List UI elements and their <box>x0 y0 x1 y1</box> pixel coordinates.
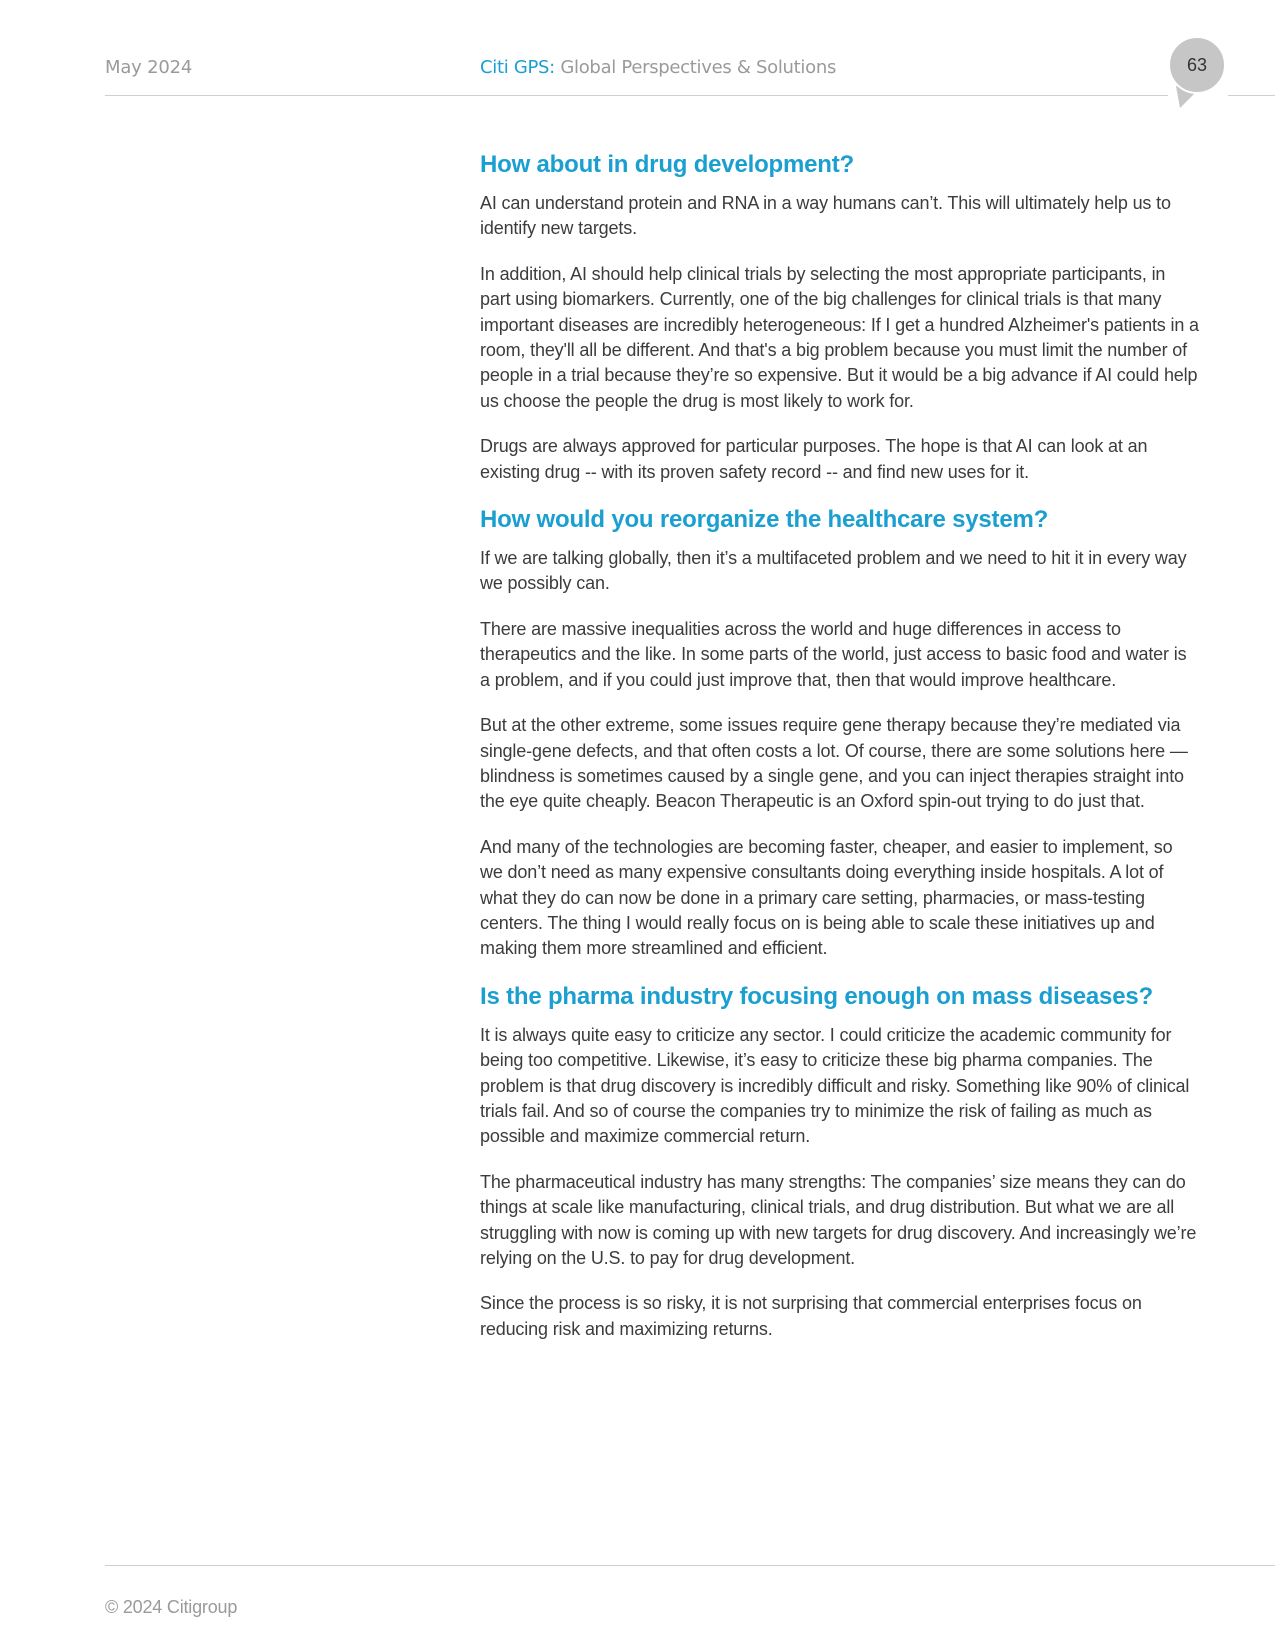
paragraph: Since the process is so risky, it is not surprising that commercial enterprises focus on reducing risk and maximizing returns. <box>480 1293 1142 1339</box>
article-body <box>480 150 1200 1362</box>
header-brand: Citi GPS: <box>480 57 555 78</box>
header-divider <box>105 95 1275 96</box>
section-healthcare-system <box>480 505 1200 962</box>
paragraph: AI can understand protein and RNA in a way humans can’t. This will ultimately help us to identify new targets. <box>480 193 1171 239</box>
section-heading: How about in drug development? <box>480 151 854 178</box>
section-drug-development <box>480 150 1200 485</box>
paragraph: There are massive inequalities across the world and huge differences in access to therapeutics and the like. In some parts of the world, just access to basic food and water is a problem, and if you could just improve that, then that would improve healthcare. <box>480 618 1187 690</box>
paragraph: Drugs are always approved for particular purposes. The hope is that AI can look at an existing drug -- with its proven safety record -- and find new uses for it. <box>480 436 1148 482</box>
paragraph: But at the other extreme, some issues require gene therapy because they’re mediated via single-gene defects, and that often costs a lot. Of course, there are some solutions here — blindness is sometimes caused by a single gene, and you can inject therapies straight into the eye quite cheaply. Beacon Therapeutic is an Oxford spin-out trying to do just that. <box>480 715 1188 812</box>
paragraph: The pharmaceutical industry has many strengths: The companies’ size means they can do things at scale like manufacturing, clinical trials, and drug distribution. But what we are all struggling with now is coming up with new targets for drug discovery. And increasingly we’re relying on the U.S. to pay for drug development. <box>480 1171 1197 1268</box>
header-publication-title <box>480 57 836 78</box>
footer-copyright: © 2024 Citigroup <box>105 1597 238 1617</box>
section-heading: Is the pharma industry focusing enough on mass diseases? <box>480 982 1153 1010</box>
header-date: May 2024 <box>105 57 193 78</box>
section-pharma-industry <box>480 982 1200 1342</box>
section-heading: How would you reorganize the healthcare system? <box>480 506 1049 534</box>
paragraph: And many of the technologies are becoming faster, cheaper, and easier to implement, so we don’t need as many expensive consultants doing everything inside hospitals. A lot of what they do can now be done in a primary care setting, pharmacies, or mass-testing centers. The thing I would really focus on is being able to scale these initiatives up and making them more streamlined and efficient. <box>480 836 1173 959</box>
paragraph: If we are talking globally, then it’s a multifaceted problem and we need to hit it in every way we possibly can. <box>480 548 1187 594</box>
page-number-badge: 63 <box>1168 36 1226 94</box>
footer-divider <box>105 1565 1275 1566</box>
paragraph: In addition, AI should help clinical trials by selecting the most appropriate participants, in part using biomarkers. Currently, one of the big challenges for clinical trials is that many important diseases are incredibly heterogeneous: If I get a hundred Alzheimer's patients in a room, they'll all be different. And that's a big problem because you must limit the number of people in a trial because they’re so expensive. But it would be a big advance if AI could help us choose the people the drug is most likely to work for. <box>480 263 1199 411</box>
paragraph: It is always quite easy to criticize any sector. I could criticize the academic community for being too competitive. Likewise, it’s easy to criticize these big pharma companies. The problem is that drug discovery is incredibly difficult and risky. Something like 90% of clinical trials fail. And so of course the companies try to minimize the risk of failing as much as possible and maximize commercial return. <box>480 1024 1190 1147</box>
header-subtitle: Global Perspectives & Solutions <box>560 57 837 78</box>
